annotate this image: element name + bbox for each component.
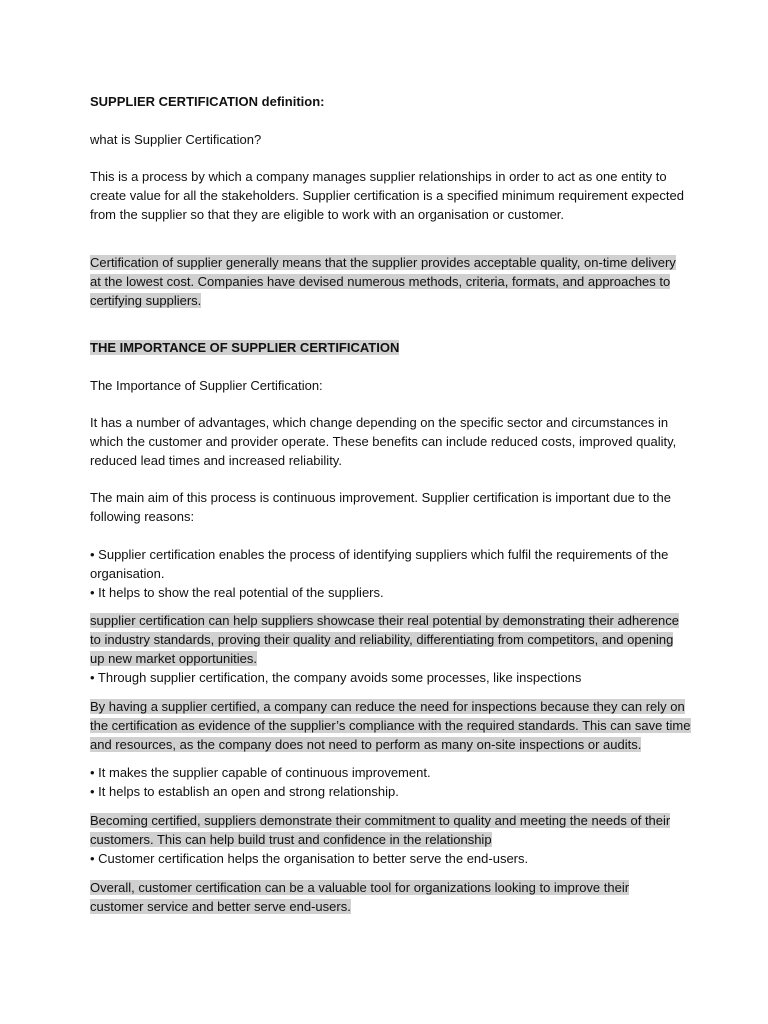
list-item: • Customer certification helps the organisation to better serve the end-users. xyxy=(90,851,529,866)
list-item: • It makes the supplier capable of continuous improvement. xyxy=(90,765,431,780)
highlighted-paragraph-conclusion: Overall, customer certification can be a valuable tool for organizations looking to improve their customer service and better serve end-users. xyxy=(90,880,630,914)
list-item: • Through supplier certification, the company avoids some processes, like inspections xyxy=(90,670,582,685)
main-aim-paragraph: The main aim of this process is continuous improvement. Supplier certification is important due to the following reasons: xyxy=(90,490,671,524)
list-item: • It helps to show the real potential of the suppliers. xyxy=(90,585,384,600)
highlighted-paragraph-commitment: Becoming certified, suppliers demonstrate their commitment to quality and meeting the needs of their customers. This can help build trust and confidence in the relationship xyxy=(90,813,671,847)
highlighted-paragraph-potential: supplier certification can help suppliers showcase their real potential by demonstrating their adherence to industry standards, proving their quality and reliability, differentiating from competitors, and opening up new market opportunities. xyxy=(90,613,679,666)
section-subtitle: The Importance of Supplier Certification: xyxy=(90,378,323,393)
advantages-paragraph: It has a number of advantages, which change depending on the specific sector and circumstances in which the customer and provider operate. These benefits can include reduced costs, improved quality, reduced lead times and increased reliability. xyxy=(90,415,677,468)
list-item: • Supplier certification enables the process of identifying suppliers which fulfil the requirements of the xyxy=(90,547,669,562)
bullet-end-users xyxy=(90,849,680,868)
intro-paragraph: This is a process by which a company manages supplier relationships in order to act as one entity to create value for all the stakeholders. Supplier certification is a specified minimum requirement expected from the supplier so that they are eligible to work with an organisation or customer. xyxy=(90,169,684,222)
highlighted-paragraph-definition: Certification of supplier generally means that the supplier provides acceptable quality, on-time delivery at the lowest cost. Companies have devised numerous methods, criteria, formats, and approaches to certifying suppliers. xyxy=(90,255,676,308)
section-heading: THE IMPORTANCE OF SUPPLIER CERTIFICATION xyxy=(90,340,400,355)
list-item: organisation. xyxy=(90,566,165,581)
bullet-inspections xyxy=(90,668,680,687)
bullet-list-reasons xyxy=(90,545,680,602)
highlighted-paragraph-inspections: By having a supplier certified, a company can reduce the need for inspections because they can rely on the certification as evidence of the supplier’s compliance with the required standards. This can save time and resources, as the company does not need to perform as many on-site inspections or audits. xyxy=(90,699,691,752)
document-title: SUPPLIER CERTIFICATION definition: xyxy=(90,94,325,109)
bullet-list-improvement xyxy=(90,763,680,801)
list-item: • It helps to establish an open and strong relationship. xyxy=(90,784,399,799)
question-line: what is Supplier Certification? xyxy=(90,132,262,147)
